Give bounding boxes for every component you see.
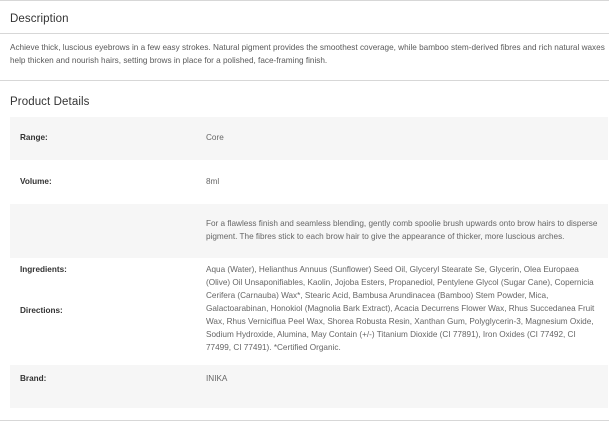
detail-value: For a flawless finish and seamless blending, gently comb spoolie brush upwards onto brow hairs to disperse pigment. The fibres stick to each brow hair to give the appearance of thicker, more luscious arches. <box>206 219 598 241</box>
detail-label: Volume: <box>20 177 52 186</box>
product-details-table <box>10 117 608 409</box>
detail-value: Core <box>206 133 224 142</box>
detail-row-brand <box>10 365 608 409</box>
detail-label: Ingredients: <box>20 265 67 274</box>
detail-label: Directions: <box>20 306 63 315</box>
description-divider <box>0 33 609 34</box>
bottom-divider <box>0 420 609 421</box>
detail-value: INIKA <box>206 374 228 383</box>
detail-label: Brand: <box>20 374 47 383</box>
product-details-heading: Product Details <box>10 96 90 108</box>
detail-value: 8ml <box>206 177 220 186</box>
detail-row-ingredients <box>10 259 608 365</box>
detail-row-range <box>10 117 608 161</box>
description-text: Achieve thick, luscious eyebrows in a few easy strokes. Natural pigment provides the smoothest coverage, while bamboo stem-derived fibres and rich natural waxes help thicken and nourish hairs, setting brows in place for a polished, face-framing finish. <box>10 43 605 65</box>
detail-label: Range: <box>20 133 48 142</box>
description-heading: Description <box>10 13 69 25</box>
detail-row-volume <box>10 161 608 204</box>
top-divider <box>0 0 609 1</box>
details-top-divider <box>0 80 609 81</box>
detail-value: Aqua (Water), Helianthus Annuus (Sunflower) Seed Oil, Glyceryl Stearate Se, Glycerin, Olea Europaea (Olive) Oil Unsaponifiables, Kaolin, Jojoba Esters, Propanediol, Pentylene Glycol (Sugar Cane), Copernicia Cerifera (Carnauba) Wax*, Stearic Acid, Bambusa Arundinacea (Bamboo) Stem Powder, Mica, Galactoarabinan, Honokiol (Magnolia Bark Extract), Acacia Decurrens Flower Wax, Rhus Succedanea Fruit Wax, Rhus Verniciflua Peel Wax, Shorea Robusta Resin, Xanthan Gum, Polyglycerin-3, Magnesium Oxide, Sodium Hydroxide, Alumina, May Contain (+/-) Titanium Dioxide (CI 77891), Iron Oxides (CI 77492, CI 77499, CI 77491). *Certified Organic. <box>206 265 595 352</box>
